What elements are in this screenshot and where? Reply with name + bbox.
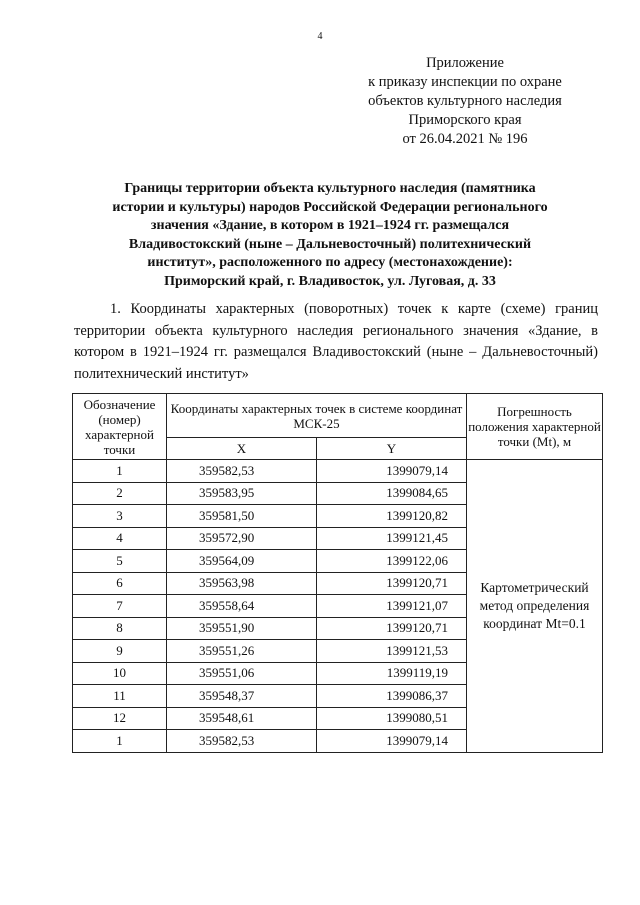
point-cell: 10 bbox=[73, 662, 167, 685]
y-cell: 1399122,06 bbox=[317, 550, 467, 573]
x-cell: 359551,06 bbox=[167, 662, 317, 685]
error-cell: Картометрический метод определения координат Mt=0.1 bbox=[467, 460, 603, 753]
point-cell: 1 bbox=[73, 460, 167, 483]
point-cell: 9 bbox=[73, 640, 167, 663]
x-cell: 359582,53 bbox=[167, 730, 317, 753]
appendix-block bbox=[340, 54, 590, 149]
page-number: 4 bbox=[317, 31, 323, 42]
x-cell: 359572,90 bbox=[167, 527, 317, 550]
title-line: институт», расположенного по адресу (местонахождение): bbox=[147, 255, 513, 271]
x-cell: 359581,50 bbox=[167, 505, 317, 528]
header-y: Y bbox=[317, 438, 467, 460]
header-point: Обозначение (номер) характерной точки bbox=[73, 394, 167, 460]
y-cell: 1399121,53 bbox=[317, 640, 467, 663]
document-title bbox=[100, 180, 560, 292]
x-cell: 359563,98 bbox=[167, 572, 317, 595]
title-line: Приморский край, г. Владивосток, ул. Луговая, д. 33 bbox=[164, 273, 496, 289]
x-cell: 359582,53 bbox=[167, 460, 317, 483]
y-cell: 1399084,65 bbox=[317, 482, 467, 505]
point-cell: 4 bbox=[73, 527, 167, 550]
y-cell: 1399119,19 bbox=[317, 662, 467, 685]
header-coordinates: Координаты характерных точек в системе координат МСК-25 bbox=[167, 394, 467, 438]
appendix-line: Приморского края bbox=[408, 112, 522, 128]
appendix-line: к приказу инспекции по охране bbox=[368, 74, 562, 90]
y-cell: 1399120,82 bbox=[317, 505, 467, 528]
title-line: Границы территории объекта культурного наследия (памятника bbox=[124, 181, 536, 196]
point-cell: 1 bbox=[73, 730, 167, 753]
point-cell: 5 bbox=[73, 550, 167, 573]
y-cell: 1399121,45 bbox=[317, 527, 467, 550]
appendix-line: объектов культурного наследия bbox=[368, 93, 562, 109]
point-cell: 3 bbox=[73, 505, 167, 528]
x-cell: 359558,64 bbox=[167, 595, 317, 618]
y-cell: 1399080,51 bbox=[317, 707, 467, 730]
header-error: Погрешность положения характерной точки (Mt), м bbox=[467, 394, 603, 460]
y-cell: 1399079,14 bbox=[317, 460, 467, 483]
title-line: истории и культуры) народов Российской Федерации регионального bbox=[112, 199, 548, 215]
appendix-line: от 26.04.2021 № 196 bbox=[402, 131, 528, 147]
y-cell: 1399086,37 bbox=[317, 685, 467, 708]
x-cell: 359548,61 bbox=[167, 707, 317, 730]
point-cell: 6 bbox=[73, 572, 167, 595]
y-cell: 1399120,71 bbox=[317, 617, 467, 640]
point-cell: 12 bbox=[73, 707, 167, 730]
x-cell: 359583,95 bbox=[167, 482, 317, 505]
x-cell: 359551,26 bbox=[167, 640, 317, 663]
coordinates-table bbox=[72, 393, 603, 753]
table-row bbox=[73, 460, 603, 483]
x-cell: 359564,09 bbox=[167, 550, 317, 573]
y-cell: 1399121,07 bbox=[317, 595, 467, 618]
point-cell: 2 bbox=[73, 482, 167, 505]
x-cell: 359551,90 bbox=[167, 617, 317, 640]
point-cell: 7 bbox=[73, 595, 167, 618]
coordinates-paragraph: 1. Координаты характерных (поворотных) точек к карте (схеме) границ территории объекта культурного наследия регионального значения «Здание, в котором в 1921–1924 гг. размещался Владивостокский (ныне – Дальневосточный) политехнический институт» bbox=[74, 301, 598, 382]
header-x: X bbox=[167, 438, 317, 460]
x-cell: 359548,37 bbox=[167, 685, 317, 708]
y-cell: 1399079,14 bbox=[317, 730, 467, 753]
appendix-line: Приложение bbox=[426, 55, 504, 71]
title-line: Владивостокский (ныне – Дальневосточный) политехнический bbox=[128, 236, 532, 252]
point-cell: 8 bbox=[73, 617, 167, 640]
y-cell: 1399120,71 bbox=[317, 572, 467, 595]
point-cell: 11 bbox=[73, 685, 167, 708]
title-line: значения «Здание, в котором в 1921–1924 гг. размещался bbox=[150, 218, 510, 234]
